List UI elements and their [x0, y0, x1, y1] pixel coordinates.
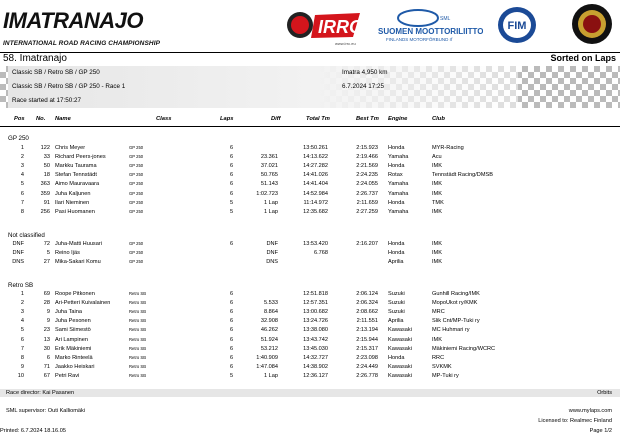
col-name: Name: [55, 116, 71, 122]
table-row: [0, 172, 620, 181]
table-row: [0, 200, 620, 209]
cell-club: Tennstädt Racing/DMSB: [432, 172, 493, 179]
cell-name: Roope Pitkonen: [55, 291, 95, 297]
cell-class: Retro SB: [129, 291, 146, 296]
cell-total: 12:36.127: [303, 372, 328, 379]
cell-engine: Honda: [388, 250, 405, 257]
cell-name: Juha Pesonen: [55, 318, 91, 325]
cell-best: 2:26.737: [356, 190, 378, 197]
cell-engine: Kawasaki: [388, 363, 412, 370]
cell-total: 12:57.351: [303, 300, 328, 307]
table-row: [0, 209, 620, 218]
cell-diff: 51.143: [260, 181, 278, 188]
col-laps: Laps: [220, 116, 234, 122]
cell-club: MYR-Racing: [432, 145, 464, 151]
cell-total: 13:00.682: [303, 309, 328, 316]
cell-club: MP-Tuki ry: [432, 372, 459, 379]
cell-best: 2:13.194: [356, 327, 378, 334]
cell-diff: 1:02.723: [256, 190, 278, 197]
cell-name: Ari-Petteri Kuivalainen: [55, 300, 111, 307]
cell-class: GP 250: [129, 190, 144, 196]
cell-no: 363: [40, 181, 50, 188]
cell-pos: 8: [20, 354, 24, 361]
cell-club: SVKMK: [432, 363, 452, 370]
club-crest-icon: [570, 2, 614, 46]
section-not-classified: Not classified: [8, 232, 45, 239]
smml-logo: [378, 8, 483, 46]
cell-laps: 6: [230, 309, 234, 316]
cell-engine: Honda: [388, 145, 405, 151]
cell-laps: 6: [230, 145, 234, 151]
table-row: [0, 250, 620, 259]
table-row: [0, 309, 620, 318]
race-line: Classic SB / Retro SB / GP 250 - Race 1: [12, 83, 126, 90]
race-director: Race director: Kai Pasanen: [6, 390, 75, 396]
cell-club: IMK: [432, 190, 442, 197]
fim-text: FIM: [507, 20, 527, 32]
cell-total: 13:24.726: [303, 318, 328, 325]
cell-best: 2:24.449: [356, 363, 378, 370]
table-row: [0, 259, 620, 268]
table-row: [0, 318, 620, 327]
cell-class: GP 250: [129, 250, 144, 256]
col-pos: Pos: [14, 116, 25, 122]
cell-engine: Kawasaki: [388, 336, 412, 343]
irrc-logo: [285, 3, 365, 47]
cell-no: 50: [43, 163, 50, 170]
cell-no: 9: [46, 309, 50, 316]
cell-best: 2:15.923: [356, 145, 378, 151]
cell-class: Retro SB: [129, 309, 146, 315]
cell-no: 30: [43, 345, 50, 352]
cell-name: Juha Taina: [55, 309, 82, 316]
cell-pos: 8: [20, 208, 24, 215]
event-title: 58. Imatranajo: [3, 53, 67, 64]
cell-class: Retro SB: [129, 372, 146, 378]
cell-no: 256: [40, 208, 50, 215]
cell-laps: 5: [230, 372, 234, 379]
cell-laps: 6: [230, 241, 234, 247]
cell-pos: 4: [20, 318, 24, 325]
table-row: [0, 154, 620, 163]
cell-engine: Honda: [388, 241, 405, 247]
col-no: No.: [36, 116, 46, 122]
venue: Imatra 4,950 km: [342, 69, 388, 76]
cell-best: 2:23.098: [356, 354, 378, 361]
cell-pos: DNF: [12, 250, 24, 257]
cell-pos: 5: [20, 181, 24, 188]
cell-no: 122: [40, 145, 50, 151]
cell-pos: 2: [20, 300, 24, 307]
cell-laps: 5: [230, 199, 234, 206]
cell-diff: 37.021: [260, 163, 278, 170]
header-underline: [0, 126, 620, 127]
cell-total: 14:41.026: [303, 172, 328, 179]
cell-total: 11:14.972: [303, 199, 328, 206]
cell-laps: 6: [230, 300, 234, 307]
cell-name: Ilari Nieminen: [55, 199, 90, 206]
cell-best: 2:16.207: [356, 241, 378, 247]
cell-best: 2:24.055: [356, 181, 378, 188]
cell-diff: 5.533: [264, 300, 278, 307]
cell-name: Aimo Mauravaara: [55, 181, 100, 188]
cell-pos: 10: [17, 372, 24, 379]
cell-total: 12:51.818: [303, 291, 328, 297]
section-retro: Retro SB: [8, 282, 34, 289]
cell-engine: Rotax: [388, 172, 403, 179]
cell-engine: Yamaha: [388, 190, 409, 197]
cell-diff: 32.908: [260, 318, 278, 325]
race-date: 6.7.2024 17:25: [342, 83, 385, 90]
cell-engine: Suzuki: [388, 291, 405, 297]
cell-laps: 5: [230, 208, 234, 215]
cell-engine: Honda: [388, 354, 405, 361]
cell-name: Mika-Sakari Komu: [55, 259, 101, 266]
cell-diff: 51.924: [260, 336, 278, 343]
cell-total: 13:53.420: [303, 241, 328, 247]
cell-best: 2:24.235: [356, 172, 378, 179]
table-row: [0, 364, 620, 373]
cell-name: Pasi Huomanen: [55, 208, 95, 215]
cell-laps: 6: [230, 354, 234, 361]
fim-logo: [495, 5, 539, 45]
cell-pos: 7: [20, 199, 24, 206]
cell-engine: Aprilia: [388, 318, 404, 325]
cell-diff: DNF: [266, 250, 278, 257]
cell-no: 18: [43, 172, 50, 179]
cell-best: 2:21.569: [356, 163, 378, 170]
cell-no: 28: [43, 300, 50, 307]
cell-laps: 6: [230, 181, 234, 188]
table-row: [0, 291, 620, 300]
cell-total: 14:27.282: [303, 163, 328, 170]
cell-no: 6: [46, 354, 50, 361]
col-engine: Engine: [388, 116, 408, 122]
cell-no: 27: [43, 259, 50, 266]
cell-engine: Aprilia: [388, 259, 404, 266]
printed-time: Printed: 6.7.2024 18.16.05: [0, 428, 66, 434]
cell-best: 2:11.659: [356, 199, 378, 206]
cell-class: GP 250: [129, 145, 144, 150]
cell-best: 2:15.944: [356, 336, 378, 343]
cell-total: 13:45.030: [303, 345, 328, 352]
cell-laps: 6: [230, 291, 234, 297]
event-logo: IMATRANAJO: [3, 8, 144, 33]
cell-best: 2:27.259: [356, 208, 378, 215]
table-row: [0, 337, 620, 346]
table-row: [0, 327, 620, 336]
cell-engine: Kawasaki: [388, 372, 412, 379]
cell-pos: 2: [20, 154, 24, 161]
cell-club: TMK: [432, 199, 444, 206]
table-row: [0, 181, 620, 190]
cell-pos: 3: [20, 309, 24, 316]
table-row: [0, 355, 620, 364]
cell-name: Juha-Matti Huusari: [55, 241, 102, 247]
cell-laps: 6: [230, 154, 234, 161]
cell-pos: 1: [20, 291, 24, 297]
cell-no: 72: [43, 241, 50, 247]
cell-diff: DNF: [266, 241, 278, 247]
cell-total: 14:38.902: [303, 363, 328, 370]
cell-engine: Yamaha: [388, 181, 409, 188]
cell-total: 13:38.080: [303, 327, 328, 334]
section-gp250: GP 250: [8, 135, 29, 142]
cell-no: 23: [43, 327, 50, 334]
cell-class: Retro SB: [129, 363, 146, 369]
table-row: [0, 373, 620, 382]
cell-club: RRC: [432, 354, 445, 361]
cell-engine: Honda: [388, 163, 405, 170]
cell-class: Retro SB: [129, 336, 146, 342]
cell-laps: 6: [230, 327, 234, 334]
cell-name: Marko Rinteelä: [55, 354, 93, 361]
cell-engine: Honda: [388, 199, 405, 206]
orbits-label: Orbits: [597, 390, 612, 396]
table-row: [0, 191, 620, 200]
cell-class: GP 250: [129, 154, 144, 160]
race-start: Race started at 17:50:27: [12, 97, 81, 104]
cell-laps: 6: [230, 163, 234, 170]
cell-class: GP 250: [129, 208, 144, 214]
cell-club: IMK: [432, 250, 442, 257]
cell-class: Retro SB: [129, 345, 146, 351]
cell-name: Erik Mäkiniemi: [55, 345, 92, 352]
cell-no: 13: [43, 336, 50, 343]
cell-laps: 6: [230, 318, 234, 325]
cell-name: Juha Kaljunen: [55, 190, 91, 197]
cell-diff: 8.864: [264, 309, 278, 316]
col-club: Club: [432, 116, 445, 122]
cell-class: GP 250: [129, 259, 144, 265]
irrc-url: www.irrc.eu: [335, 41, 356, 46]
table-row: [0, 241, 620, 250]
cell-club: IMK: [432, 163, 442, 170]
cell-pos: 4: [20, 172, 24, 179]
cell-laps: 6: [230, 190, 234, 197]
sort-label: Sorted on Laps: [550, 53, 616, 63]
cell-name: Ari Lampinen: [55, 336, 88, 343]
cell-class: GP 250: [129, 199, 144, 205]
cell-best: 2:15.317: [356, 345, 378, 352]
smml-name-sv: FINLANDS MOTORFÖRBUND rf: [386, 37, 453, 42]
logo-subtitle: INTERNATIONAL ROAD RACING CHAMPIONSHIP: [3, 40, 161, 47]
cell-laps: 6: [230, 363, 234, 370]
cell-no: 69: [43, 291, 50, 297]
cell-club: Acu: [432, 154, 442, 161]
col-best: Best Tm: [356, 116, 379, 122]
cell-laps: 6: [230, 336, 234, 343]
cell-pos: DNS: [12, 259, 24, 266]
sml-supervisor: SML supervisor: Outi Kalliomäki: [6, 408, 86, 414]
table-row: [0, 145, 620, 154]
cell-club: IMK: [432, 336, 442, 343]
col-class: Class: [156, 116, 172, 122]
cell-diff: 50.765: [260, 172, 278, 179]
mylaps-link[interactable]: www.mylaps.com: [568, 408, 612, 414]
cell-club: MC Huhmari ry: [432, 327, 470, 334]
cell-no: 71: [43, 363, 50, 370]
cell-best: 2:06.324: [356, 300, 378, 307]
cell-pos: 9: [20, 363, 24, 370]
cell-class: Retro SB: [129, 354, 146, 360]
cell-total: 13:50.261: [303, 145, 328, 151]
cell-total: 14:13.622: [303, 154, 328, 161]
col-total: Total Tm: [306, 116, 330, 122]
cell-name: Richard Peers-jones: [55, 154, 106, 161]
cell-club: IMK: [432, 259, 442, 266]
cell-class: Retro SB: [129, 327, 146, 333]
cell-name: Sami Siimestö: [55, 327, 91, 334]
cell-pos: 7: [20, 345, 24, 352]
cell-best: 2:08.662: [356, 309, 378, 316]
cell-diff: 1:40.909: [256, 354, 278, 361]
cell-club: Mäkiniemi Racing/WCRC: [432, 345, 496, 352]
cell-best: 2:19.466: [356, 154, 378, 161]
cell-pos: 3: [20, 163, 24, 170]
cell-class: Retro SB: [129, 300, 146, 306]
cell-class: GP 250: [129, 163, 144, 169]
page-number: Page 1/2: [589, 428, 612, 434]
cell-no: 67: [43, 372, 50, 379]
cell-diff: DNS: [266, 259, 278, 266]
cell-name: Chris Meyer: [55, 145, 86, 151]
cell-laps: 6: [230, 345, 234, 352]
cell-club: IMK: [432, 241, 442, 247]
header-divider: [0, 52, 620, 53]
cell-no: 9: [46, 318, 50, 325]
cell-total: 14:52.984: [303, 190, 328, 197]
cell-best: 2:06.124: [356, 291, 378, 297]
license-info: Licensed to: Realmec Finland: [538, 418, 612, 424]
cell-name: Stefan Tennstädt: [55, 172, 97, 179]
cell-class: Retro SB: [129, 318, 146, 324]
cell-total: 6.768: [314, 250, 328, 257]
class-line: Classic SB / Retro SB / GP 250: [12, 69, 100, 76]
cell-best: 2:26.778: [356, 372, 378, 379]
cell-pos: DNF: [12, 241, 24, 247]
cell-name: Jaakko Heiskari: [55, 363, 95, 370]
cell-diff: 46.262: [260, 327, 278, 334]
table-row: [0, 300, 620, 309]
cell-club: IMK: [432, 208, 442, 215]
cell-club: MRC: [432, 309, 445, 316]
cell-class: GP 250: [129, 181, 144, 187]
director-bar: [0, 389, 620, 397]
smml-name: SUOMEN MOOTTORILIITTO ry: [378, 27, 483, 36]
cell-diff: 1:47.084: [256, 363, 278, 370]
cell-engine: Suzuki: [388, 300, 405, 307]
cell-engine: Yamaha: [388, 208, 409, 215]
cell-no: 91: [43, 199, 50, 206]
cell-diff: 1 Lap: [264, 208, 278, 215]
cell-total: 13:43.742: [303, 336, 328, 343]
cell-total: 14:41.404: [303, 181, 328, 188]
cell-pos: 6: [20, 336, 24, 343]
cell-no: 359: [40, 190, 50, 197]
cell-diff: 53.212: [260, 345, 278, 352]
cell-club: Slik Cnt/MP-Tuki ry: [432, 318, 480, 325]
cell-engine: Kawasaki: [388, 327, 412, 334]
cell-name: Markku Taurama: [55, 163, 97, 170]
cell-laps: 6: [230, 172, 234, 179]
cell-total: 12:35.682: [303, 208, 328, 215]
cell-best: 2:11.551: [356, 318, 378, 325]
cell-engine: Suzuki: [388, 309, 405, 316]
cell-no: 33: [43, 154, 50, 161]
cell-club: MopoUkot ry/KMK: [432, 300, 478, 307]
cell-total: 14:32.727: [303, 354, 328, 361]
cell-name: Reino Ijäs: [55, 250, 80, 257]
cell-no: 5: [46, 250, 50, 257]
irrc-text: IRRC: [318, 17, 362, 37]
cell-class: GP 250: [129, 172, 144, 178]
cell-club: IMK: [432, 181, 442, 188]
table-row: [0, 163, 620, 172]
cell-pos: 5: [20, 327, 24, 334]
col-diff: Diff: [271, 116, 281, 122]
cell-engine: Kawasaki: [388, 345, 412, 352]
cell-name: Petri Ravi: [55, 372, 80, 379]
cell-pos: 1: [20, 145, 24, 151]
cell-diff: 23.361: [260, 154, 278, 161]
cell-club: Gunhill Racing/IMK: [432, 291, 480, 297]
cell-class: GP 250: [129, 241, 144, 246]
table-row: [0, 346, 620, 355]
cell-diff: 1 Lap: [264, 199, 278, 206]
cell-pos: 6: [20, 190, 24, 197]
cell-engine: Yamaha: [388, 154, 409, 161]
smml-abbrev: SML: [440, 16, 451, 22]
cell-diff: 1 Lap: [264, 372, 278, 379]
